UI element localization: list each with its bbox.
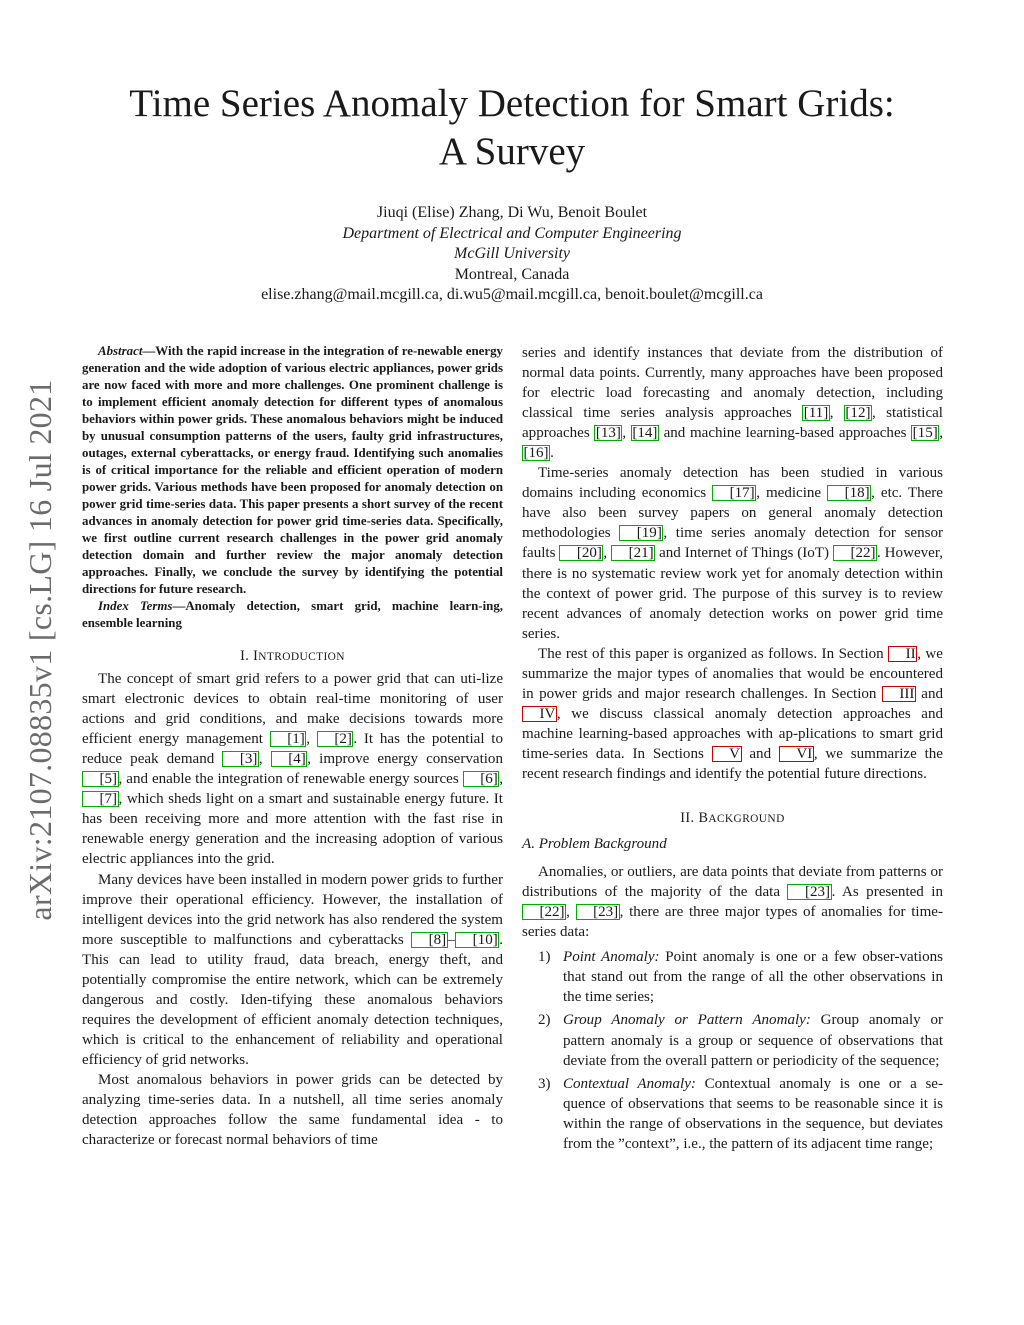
section-link[interactable]: VI [779,746,814,762]
text-run: , there are three major types of anomalies for time-series data: [522,904,944,941]
citation-link[interactable]: [19] [619,525,663,541]
text-run: , [258,751,271,768]
author-department: Department of Electrical and Computer Engineering [342,224,682,242]
section-title-smallcaps: NTRODUCTION [258,651,345,663]
list-item-number: 2) [538,1012,551,1029]
citation-link[interactable]: [13] [595,425,621,442]
section-heading-introduction [82,646,503,667]
intro-paragraph-5 [522,644,943,784]
section-link[interactable]: V [712,746,742,762]
text-run: , statistical approaches [522,405,943,442]
list-item-text: Point anomaly is one or a few obser-vations that stand out from the range of all the other observations in the time series; [563,949,943,1006]
author-location: Montreal, Canada [454,265,570,283]
abstract [82,343,503,598]
text-run: , medicine [756,485,828,502]
list-item-term: Contextual Anomaly: [563,1075,696,1092]
abstract-text: —With the rapid increase in the integration of re-newable energy generation and the wide adoption of various electric appliances, power grids are now faced with more and more challenges. One prominent challenge is to implement efficient anomaly detection for different types of anomalous behaviors within power grids. These anomalous behaviors might be induced by unusual consumption patterns of the users, faulty grid infrastructures, outages, external cyberattacks, or energy fraud. Identifying such anomalies is of critical importance for the reliable and efficient operation of modern power grids. Various methods have been proposed for anomaly detection on power grid time-series data. This paper presents a short survey of the recent advances in anomaly detection for power grid time-series data. Specifically, we first outline current research challenges in the power grid anomaly detection domain and further review the major anomaly detection approaches. Finally, we conclude the survey by identifying the potential directions for future research. [82,344,503,596]
citation-link[interactable]: [7] [82,791,119,807]
citation-link[interactable]: [23] [787,884,831,900]
citation-link[interactable]: [12] [845,405,871,422]
index-terms [82,598,503,632]
index-terms-label: Index Terms [98,599,173,613]
text-run: , etc. There have also been survey papers on general anomaly detection methodologies [522,485,943,542]
section-numeral: I. I [240,648,259,664]
section-link[interactable]: III [882,686,916,702]
text-run: . However, there is no systematic review work yet for anomaly detection within the context of power grid. The purpose of this survey is to review recent advances of anomaly detection works on power grid time series. [522,545,943,642]
author-names: Jiuqi (Elise) Zhang, Di Wu, Benoit Boulet [376,204,648,221]
text-run: series and identify instances that deviate from the distribution of normal data points. Currently, many approaches have been proposed for electric load forecasting and anomaly detection, including classical time series analysis approaches [522,345,943,422]
citation-link[interactable]: [5] [82,771,119,787]
text-run: , [566,904,576,921]
text-run: , which sheds light on a smart and sustainable energy future. It has been receiving more and more attention with the fast rise in renewable energy generation and the increasing adoption of various electric appliances into the grid. [82,791,503,868]
citation-link[interactable]: [1] [270,731,307,747]
section-title-smallcaps: ACKGROUND [708,813,785,826]
citation-link[interactable]: [6] [463,771,500,787]
title-block [60,80,964,176]
author-university: McGill University [454,245,570,262]
citation-link[interactable]: [17] [712,485,756,501]
citation-link[interactable]: [18] [827,485,871,501]
list-item-term: Point Anomaly: [563,949,660,966]
intro-paragraph-1 [82,669,503,869]
list-item-number: 1) [538,949,551,966]
title-line-1: Time Series Anomaly Detection for Smart Grids: [129,82,895,125]
citation-link[interactable]: [14] [632,425,658,442]
text-run: , [603,545,612,562]
citation-link[interactable]: [22] [522,904,566,920]
citation-link[interactable]: [2] [317,731,354,747]
text-run: – [447,931,456,948]
citation-link[interactable]: [15] [912,425,938,442]
list-item-text: Contextual anomaly is one or a se-quence of observations that seems to be reasonable since it is within the range of observations in the sequence, but deviates from the ”context”, i.e., the pattern of its adjacent time range; [563,1075,943,1152]
text-run: Time-series anomaly detection has been studied in various domains including economics [522,465,943,502]
citation-link[interactable]: [8] [411,932,448,948]
intro-paragraph-3: Most anomalous behaviors in power grids can be detected by analyzing time-series data. In a nutshell, all time series anomaly detection approaches follow the same fundamental idea - to characterize or forecast normal behaviors of time [82,1071,503,1149]
citation-link[interactable]: [22] [833,545,877,561]
citation-link[interactable]: [4] [271,751,308,767]
text-run: Anomalies, or outliers, are data points that deviate from patterns or distributions of the majority of the data [522,864,943,901]
text-run: and [741,745,779,762]
list-item [522,1074,943,1154]
citation-link[interactable]: [20] [559,545,603,561]
text-run: , time series anomaly detection for sensor faults [522,525,943,562]
text-run: The concept of smart grid refers to a power grid that can uti-lize smart electronic devices to obtain real-time monitoring of user actions and grid conditions, and make decisions towards more efficient energy management [82,671,503,748]
text-run: . [550,445,554,462]
text-run: , [939,425,943,442]
paper-title [60,80,964,176]
section-heading-background [522,808,943,829]
author-block [60,203,964,306]
citation-link[interactable]: [10] [455,932,499,948]
arxiv-identifier: arXiv:2107.08835v1 [cs.LG] 16 Jul 2021 [22,379,58,921]
left-column [82,343,503,1150]
text-run: , [829,405,844,422]
intro-paragraph-4 [522,463,943,643]
intro-paragraph-2 [82,870,503,1070]
text-run: , we discuss classical anomaly detection approaches and machine learning-based approaches with ap-plications to smart grid time-series data. In Sections [522,705,943,762]
text-run: and Internet of Things (IoT) [655,545,833,562]
text-run: and [915,685,943,702]
citation-link[interactable]: [3] [222,751,259,767]
right-column [522,343,943,1154]
text-run: . This can lead to utility fraud, data breach, energy theft, and potentially compromise the entire network, which can be extremely dangerous and costly. Iden-tifying these anomalous behaviors requires the development of efficient anomaly detection techniques, which is critical to the enhancement of reliability and operational efficiency of grid networks. [82,931,503,1068]
text-run: , and enable the integration of renewable energy sources [118,771,463,788]
author-emails: elise.zhang@mail.mcgill.ca, di.wu5@mail.mcgill.ca, benoit.boulet@mcgill.ca [261,286,763,303]
text-run: . It has the potential to reduce peak demand [82,731,503,768]
list-item-term: Group Anomaly or Pattern Anomaly: [563,1012,811,1029]
title-line-2: A Survey [438,130,586,173]
text-run: , we summarize the recent research findings and identify the potential future directions. [522,745,943,782]
text-run: , [622,425,631,442]
abstract-label: Abstract [98,344,143,358]
section-numeral: II. B [680,810,709,827]
text-run: Many devices have been installed in modern power grids to further improve their operational efficiency. However, the installation of intelligent devices into the grid network has also rendered the system more susceptible to malfunctions and cyberattacks [82,871,503,948]
citation-link[interactable]: [21] [611,545,655,561]
citation-link[interactable]: [11] [803,405,829,422]
list-item [522,947,943,1007]
section-link[interactable]: IV [522,706,557,722]
citation-link[interactable]: [23] [576,904,620,920]
list-item-text: Group anomaly or pattern anomaly is a group or sequence of observations that deviate from the overall pattern or periodicity of the sequence; [563,1012,943,1069]
list-item-number: 3) [538,1075,551,1092]
subsection-heading-problem-background: A. Problem Background [522,836,667,853]
intro-paragraph-3-continued [522,343,943,463]
text-run: and machine learning-based approaches [658,425,912,442]
anomaly-types-list [522,947,943,1153]
section-link[interactable]: II [888,646,917,662]
text-run: . As presented in [831,884,944,901]
list-item [522,1010,943,1070]
index-terms-text: —Anomaly detection, smart grid, machine learn-ing, ensemble learning [82,599,503,630]
text-run: , [306,731,317,748]
text-run: , [499,771,503,788]
citation-link[interactable]: [16] [523,445,549,462]
background-paragraph-1 [522,862,943,942]
text-run: , we summarize the major types of anomalies that would be encountered in power grids and major research challenges. In Section [522,645,943,702]
text-run: The rest of this paper is organized as follows. In Section [538,645,889,662]
text-run: , improve energy conservation [307,751,503,768]
